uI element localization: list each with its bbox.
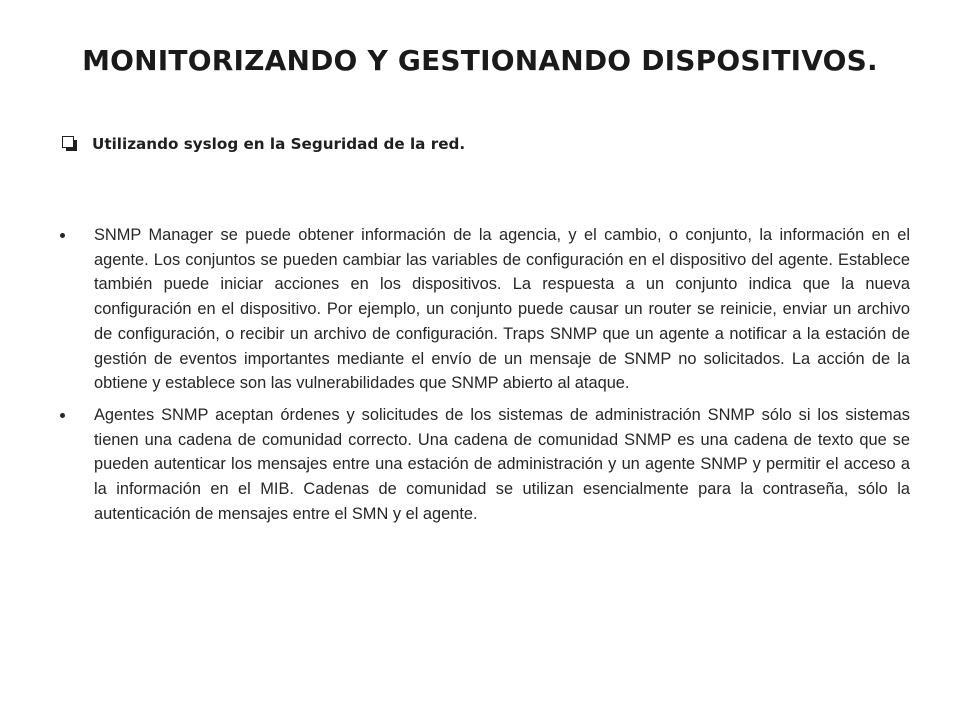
slide-title: MONITORIZANDO Y GESTIONANDO DISPOSITIVOS. bbox=[82, 44, 878, 77]
bullet-text: SNMP Manager se puede obtener información de la agencia, y el cambio, o conjunto, la información en el agente. Los conjuntos se pueden cambiar las variables de configuración en el dispositivo del agente. Establece también puede iniciar acciones en los dispositivos. La respuesta a un conjunto indica que la nueva configuración en el dispositivo. Por ejemplo, un conjunto puede causar un router se reinicie, enviar un archivo de configuración, o recibir un archivo de configuración. Traps SNMP que un agente a notificar a la estación de gestión de eventos importantes mediante el envío de un mensaje de SNMP no solicitados. La acción de la obtiene y establece son las vulnerabilidades que SNMP abierto al ataque. bbox=[94, 226, 910, 393]
bullet-list bbox=[60, 223, 910, 533]
bullet-dot-icon bbox=[60, 233, 65, 238]
bullet-item bbox=[60, 223, 910, 396]
bullet-item bbox=[60, 403, 910, 527]
subheading-text: Utilizando syslog en la Seguridad de la red. bbox=[92, 135, 466, 153]
subheading bbox=[62, 132, 465, 156]
bullet-text: Agentes SNMP aceptan órdenes y solicitudes de los sistemas de administración SNMP sólo si los sistemas tienen una cadena de comunidad correcto. Una cadena de comunidad SNMP es una cadena de texto que se pueden autenticar los mensajes entre una estación de administración y un agente SNMP y permitir el acceso a la información en el MIB. Cadenas de comunidad se utilizan esencialmente para la contraseña, sólo la autenticación de mensajes entre el SMN y el agente. bbox=[94, 405, 910, 523]
checkbox-square-icon bbox=[62, 136, 78, 152]
bullet-dot-icon bbox=[60, 413, 65, 418]
